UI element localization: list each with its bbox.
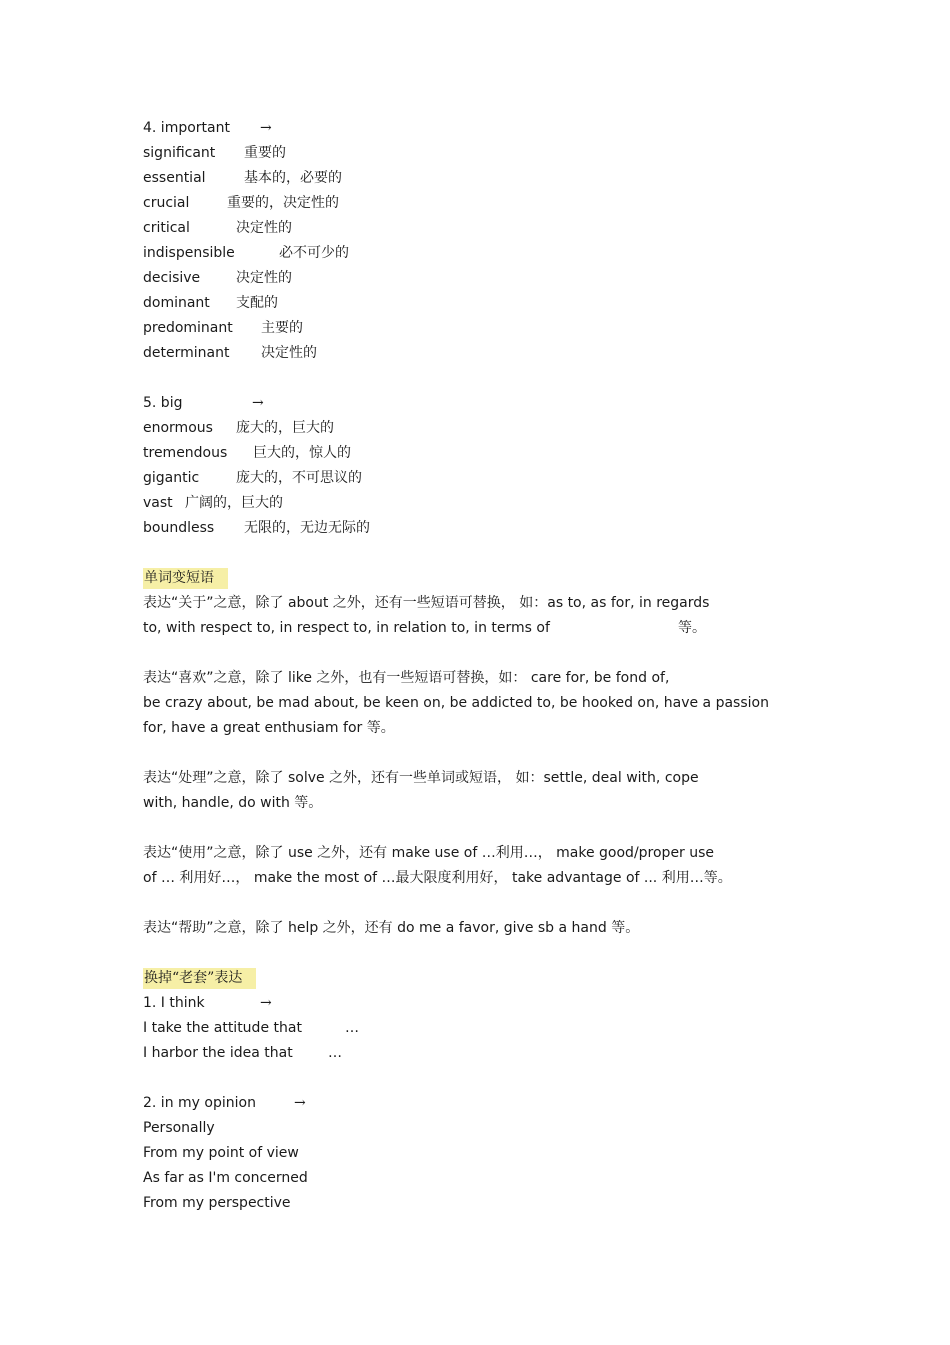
paragraph-about: 表达“关于”之意，除了 about 之外，还有一些短语可替换， 如：as to, as for, in regards to, with respect to, in respect to, in relation to, in terms of 等。 [143, 595, 710, 636]
list-item: essential 基本的，必要的 [143, 170, 342, 186]
list-item: I take the attitude that … [143, 1020, 359, 1036]
section-heading: 单词变短语 [143, 566, 823, 591]
document-page [143, 116, 823, 1216]
list-item: gigantic 庞大的，不可思议的 [143, 470, 362, 486]
list-item: From my perspective [143, 1195, 291, 1211]
list-item: As far as I'm concerned [143, 1170, 308, 1186]
list-item: enormous 庞大的，巨大的 [143, 420, 334, 436]
list-item: crucial 重要的，决定性的 [143, 195, 339, 211]
paragraph-solve: 表达“处理”之意，除了 solve 之外，还有一些单词或短语， 如：settle, deal with, cope with, handle, do with 等。 [143, 770, 699, 811]
list-item: boundless 无限的，无边无际的 [143, 520, 370, 536]
list-item: decisive 决定性的 [143, 270, 292, 286]
list-item: I harbor the idea that … [143, 1045, 342, 1061]
big-header-text: 5. big [143, 395, 183, 411]
important-header [143, 116, 823, 141]
list-item: Personally [143, 1120, 215, 1136]
important-header-text: 4. important [143, 120, 230, 136]
paragraph-help: 表达“帮助”之意，除了 help 之外，还有 do me a favor, give sb a hand 等。 [143, 920, 640, 936]
paragraph-like: 表达“喜欢”之意，除了 like 之外，也有一些短语可替换，如： care for, be fond of, be crazy about, be mad about, be keen on, be addicted to, be hooked on, have a passion for, have a great enthusiam for 等。 [143, 670, 769, 736]
think-header: 1. I think → [143, 991, 823, 1016]
arrow-icon: → [260, 120, 272, 136]
list-item: From my point of view [143, 1145, 299, 1161]
arrow-icon: → [260, 995, 272, 1011]
paragraph-use: 表达“使用”之意，除了 use 之外，还有 make use of …利用…， make good/proper use of … 利用好…， make the most of …最大限度利用好， take advantage of ... 利用…等。 [143, 845, 732, 886]
list-item: dominant 支配的 [143, 295, 278, 311]
list-item: determinant 决定性的 [143, 345, 317, 361]
list-item: significant 重要的 [143, 145, 286, 161]
list-item: critical 决定性的 [143, 220, 292, 236]
big-header [143, 391, 823, 416]
section-heading: 换掉“老套”表达 [143, 966, 823, 991]
list-item: vast 广阔的，巨大的 [143, 495, 283, 511]
list-item: predominant 主要的 [143, 320, 303, 336]
arrow-icon: → [252, 395, 264, 411]
list-item: tremendous 巨大的，惊人的 [143, 445, 351, 461]
list-item: indispensible 必不可少的 [143, 245, 349, 261]
opinion-header: 2. in my opinion → [143, 1091, 823, 1116]
arrow-icon: → [294, 1095, 306, 1111]
